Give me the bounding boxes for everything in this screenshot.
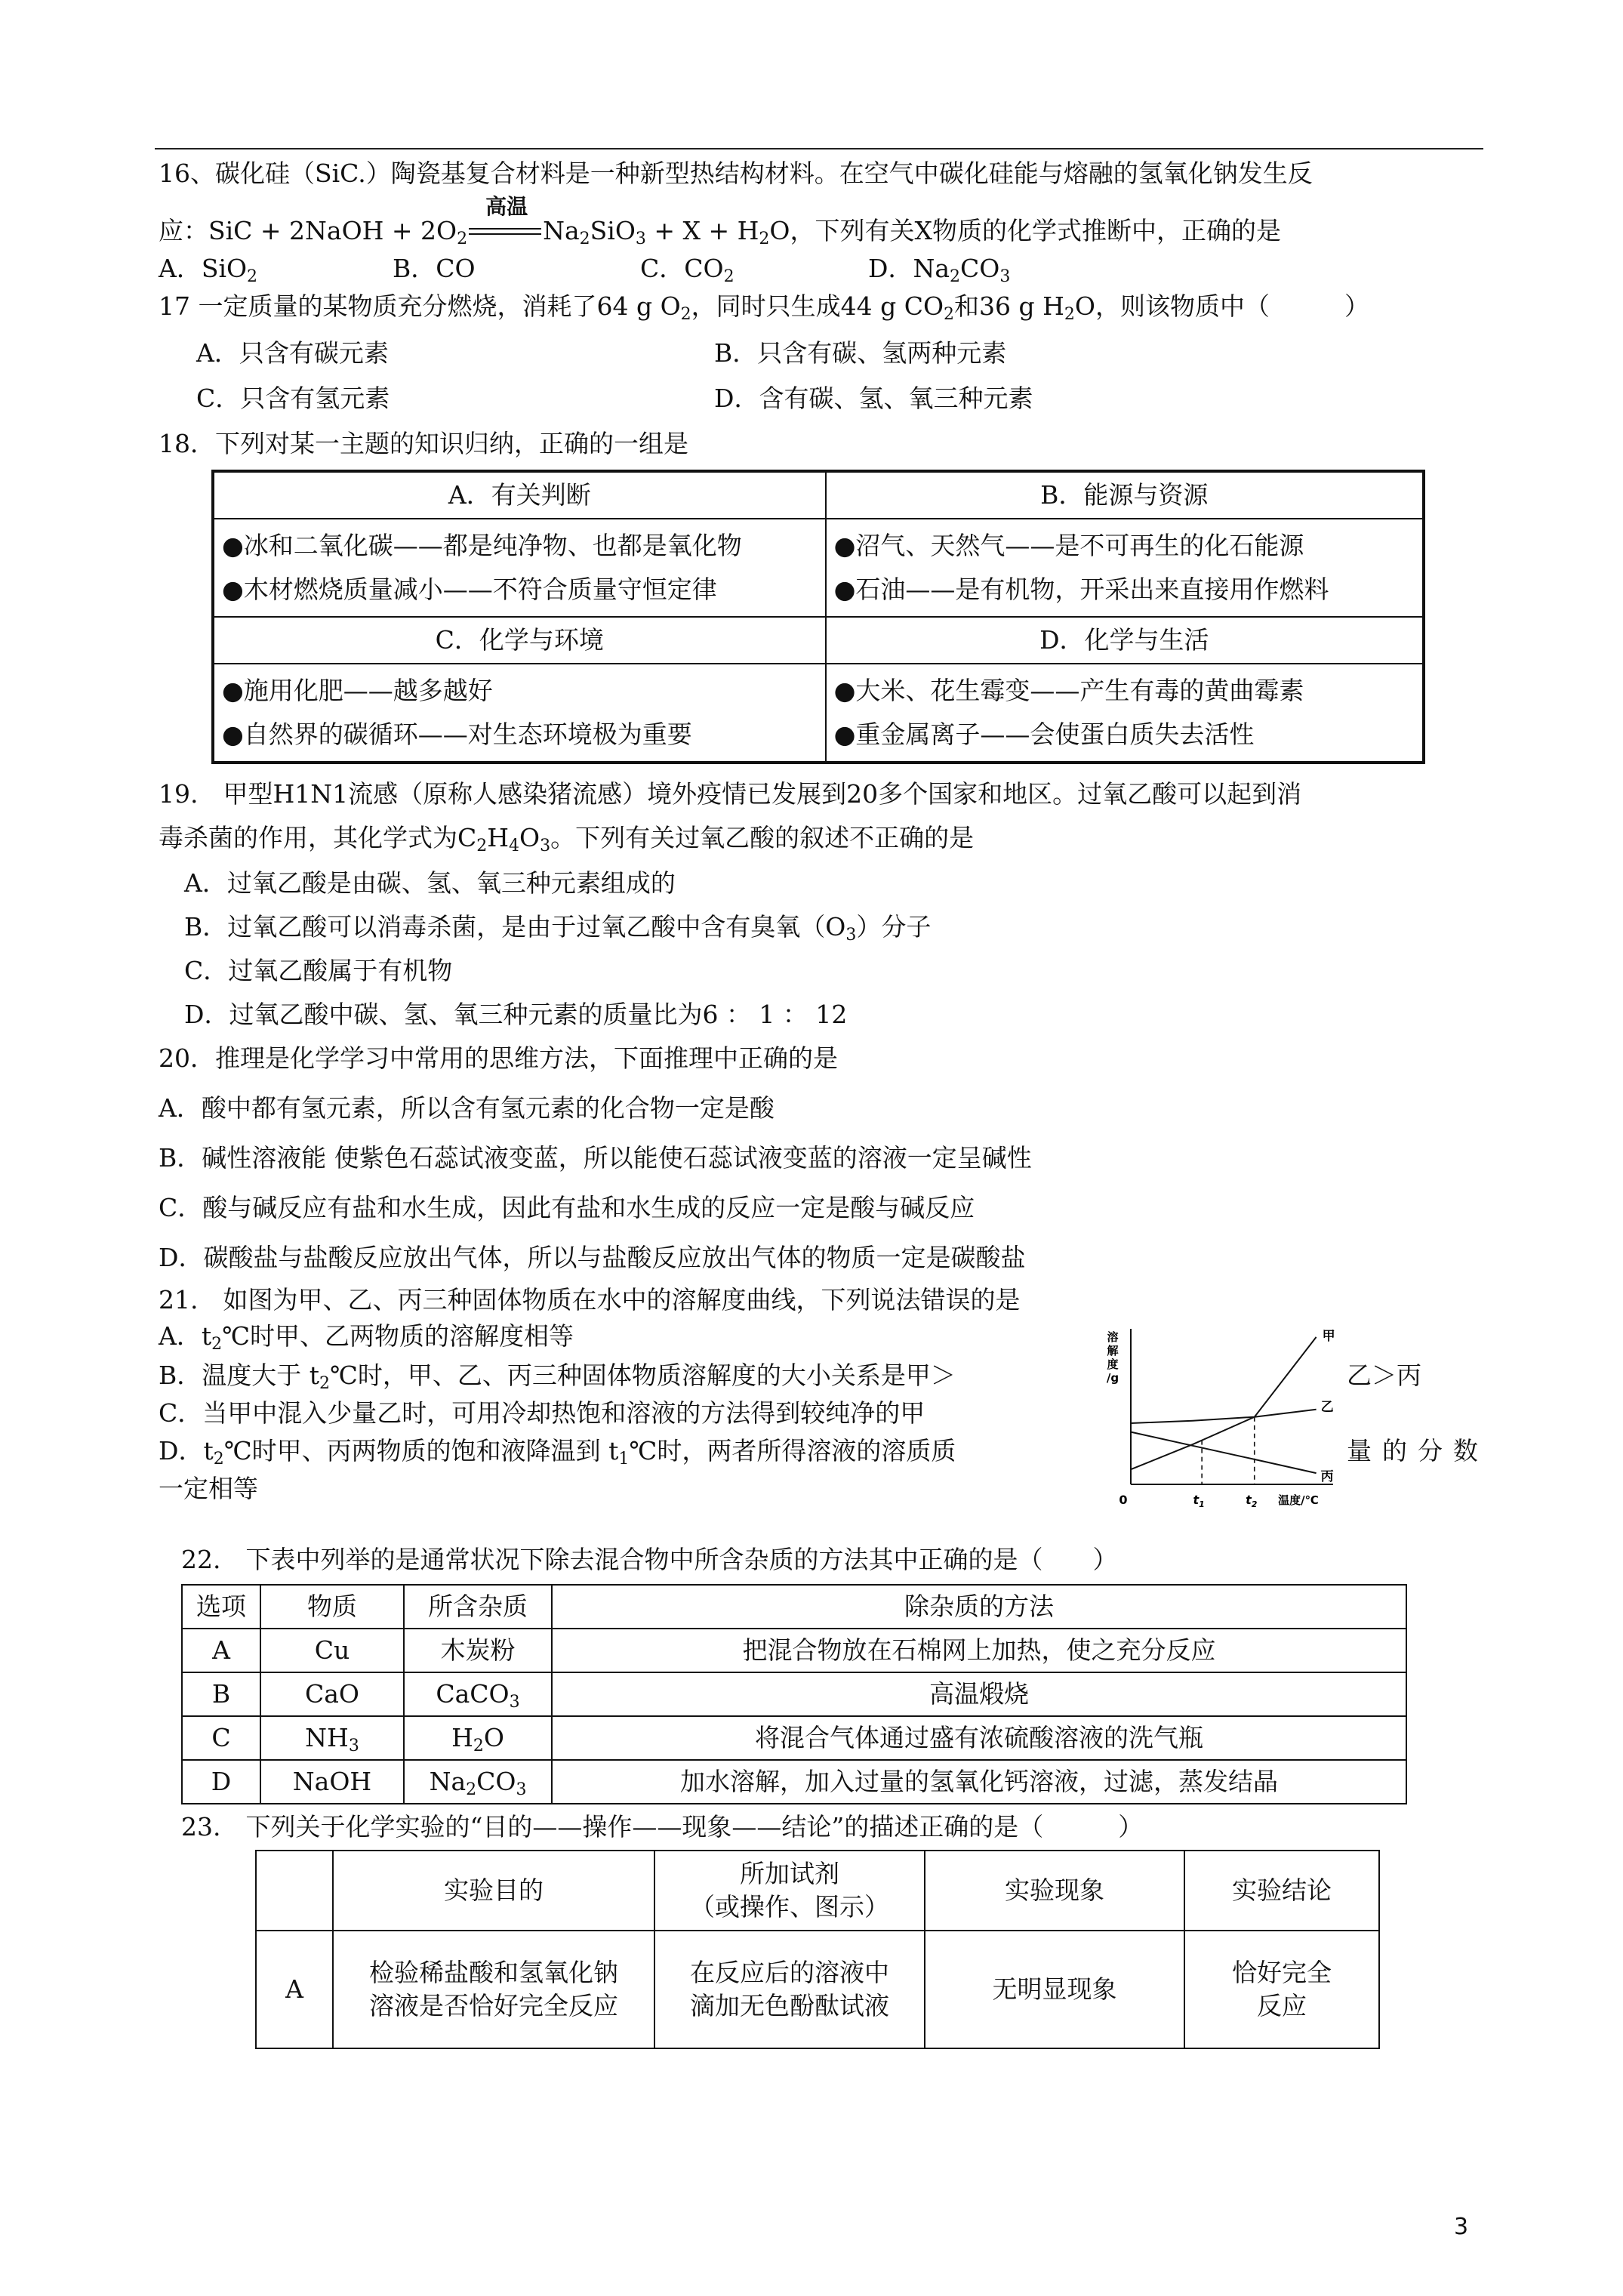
q18-d-content: ●大米、花生霉变——产生有毒的黄曲霉素 ●重金属离子——会使蛋白质失去活性 (826, 664, 1424, 763)
q23-stem: 23. 下列关于化学实验的“目的——操作——现象——结论”的描述正确的是（ ） (181, 1812, 1144, 1841)
option-cell: A (256, 1931, 333, 2048)
impurity-cell: $H_2O$ (404, 1716, 552, 1760)
q20-option-c: C．酸与碱反应有盐和水生成，因此有盐和水生成的反应一定是酸与碱反应 (159, 1193, 975, 1222)
table-header-cell: 实验现象 (925, 1851, 1184, 1931)
table-header-cell: 物质 (260, 1585, 404, 1629)
series-line-甲 (1131, 1337, 1317, 1469)
q21-option-b: B．温度大于 $t_2℃$时，甲、乙、丙三种固体物质溶解度的大小关系是甲＞ (159, 1361, 956, 1393)
x-axis-label: 温度/℃ (1278, 1493, 1319, 1507)
q21-option-d: D．$t_2℃$时甲、丙两物质的饱和液降温到 $t_1℃$时，两者所得溶液的溶质质 (159, 1436, 956, 1469)
table-header-row (256, 1851, 1379, 1931)
table-header-cell: 选项 (182, 1585, 260, 1629)
y-axis-label: 解 (1107, 1344, 1119, 1358)
method-cell: 高温煅烧 (552, 1672, 1406, 1716)
q16-option-c: C．$CO_2$ (640, 254, 735, 286)
q17-option-c: C．只含有氢元素 (196, 384, 390, 413)
solubility-chart (1095, 1324, 1336, 1513)
q17-stem: 17 一定质量的某物质充分燃烧，消耗了64 g $O_2$，同时只生成44 g $CO_2$和36 g $H_2O$，则该物质中（ ） (159, 291, 1369, 324)
series-label: 甲 (1322, 1328, 1335, 1344)
reagent-cell: 在反应后的溶液中 滴加无色酚酞试液 (654, 1931, 925, 2048)
substance-cell: Cu (260, 1629, 404, 1672)
option-cell: C (182, 1716, 260, 1760)
q22-table (181, 1584, 1407, 1804)
series-label: 丙 (1320, 1469, 1334, 1485)
table-header-cell: 实验结论 (1184, 1851, 1379, 1931)
phenomenon-cell: 无明显现象 (925, 1931, 1184, 2048)
q17-option-b: B．只含有碳、氢两种元素 (714, 338, 1007, 368)
reaction-condition: 高温 (467, 214, 543, 248)
conclusion-cell: 恰好完全 反应 (1184, 1931, 1379, 2048)
series-label: 乙 (1320, 1399, 1334, 1415)
q20-stem: 20．推理是化学学习中常用的思维方法，下面推理中正确的是 (159, 1043, 838, 1073)
q16-equation: 应：SiC + 2NaOH + $2O_2$ 高温 $Na_2SiO_3 + X + H_2O$，下列有关X物质的化学式推断中，正确的是 (159, 194, 1281, 248)
q21-option-a: A．$t_2℃$时甲、乙两物质的溶解度相等 (159, 1321, 574, 1354)
substance-cell: $NH_3$ (260, 1716, 404, 1760)
table-header-cell: 除杂质的方法 (552, 1585, 1406, 1629)
q19-option-b: B．过氧乙酸可以消毒杀菌，是由于过氧乙酸中含有臭氧$(O_3)$分子 (184, 912, 932, 945)
q21-option-c: C．当甲中混入少量乙时，可用冷却热饱和溶液的方法得到较纯净的甲 (159, 1398, 925, 1428)
q19-option-a: A．过氧乙酸是由碳、氢、氧三种元素组成的 (184, 868, 676, 898)
page-number: 3 (1454, 2214, 1469, 2240)
series-line-丙 (1131, 1432, 1317, 1474)
table-row (182, 1672, 1406, 1716)
q19-option-c: C．过氧乙酸属于有机物 (184, 956, 453, 985)
substance-cell: CaO (260, 1672, 404, 1716)
method-cell: 把混合物放在石棉网上加热，使之充分反应 (552, 1629, 1406, 1672)
table-row (182, 1629, 1406, 1672)
q18-a-content: ●冰和二氧化碳——都是纯净物、也都是氧化物 ●木材燃烧质量减小——不符合质量守恒定律 (213, 519, 826, 617)
q18-d-heading: D．化学与生活 (826, 617, 1424, 664)
q21-option-b-tail: 乙＞丙 (1347, 1361, 1421, 1390)
substance-cell: NaOH (260, 1760, 404, 1804)
q19-line1: 19. 甲型H1N1流感（原称人感染猪流感）境外疫情已发展到20多个国家和地区。过氧乙酸可以起到消 (159, 779, 1302, 809)
option-cell: D (182, 1760, 260, 1804)
y-axis-label: 溶 (1107, 1330, 1119, 1344)
q18-b-heading: B．能源与资源 (826, 471, 1424, 519)
table-header-cell: 所含杂质 (404, 1585, 552, 1629)
table-row (182, 1716, 1406, 1760)
method-cell: 将混合气体通过盛有浓硫酸溶液的洗气瓶 (552, 1716, 1406, 1760)
q21-option-d-tail: 量的分数 (1347, 1436, 1489, 1465)
q20-option-d: D．碳酸盐与盐酸反应放出气体，所以与盐酸反应放出气体的物质一定是碳酸盐 (159, 1243, 1026, 1272)
option-cell: B (182, 1672, 260, 1716)
q18-b-content: ●沼气、天然气——是不可再生的化石能源 ●石油——是有机物，开采出来直接用作燃料 (826, 519, 1424, 617)
q21-stem: 21. 如图为甲、乙、丙三种固体物质在水中的溶解度曲线，下列说法错误的是 (159, 1285, 1021, 1314)
origin-label: 0 (1119, 1493, 1128, 1507)
impurity-cell: $Na_2CO_3$ (404, 1760, 552, 1804)
x-tick-label: $t_2$ (1246, 1493, 1258, 1509)
q22-stem: 22. 下表中列举的是通常状况下除去混合物中所含杂质的方法其中正确的是（ ） (181, 1545, 1118, 1574)
q18-table (211, 470, 1425, 764)
q16-option-b: B．CO (393, 254, 476, 283)
table-header-cell (256, 1851, 333, 1931)
q23-table (255, 1850, 1380, 2049)
method-cell: 加水溶解，加入过量的氢氧化钙溶液，过滤，蒸发结晶 (552, 1760, 1406, 1804)
q16-option-d: D．$Na_2CO_3$ (868, 254, 1011, 286)
table-row (182, 1760, 1406, 1804)
table-header-row (182, 1585, 1406, 1629)
q19-option-d: D．过氧乙酸中碳、氢、氧三种元素的质量比为6 ： 1 ： 12 (184, 1000, 848, 1029)
purpose-cell: 检验稀盐酸和氢氧化钠 溶液是否恰好完全反应 (333, 1931, 654, 2048)
table-header-cell: 所加试剂 （或操作、图示） (654, 1851, 925, 1931)
q18-stem: 18．下列对某一主题的知识归纳，正确的一组是 (159, 429, 688, 458)
q18-a-heading: A．有关判断 (213, 471, 826, 519)
q17-option-d: D．含有碳、氢、氧三种元素 (714, 384, 1033, 413)
q17-option-a: A．只含有碳元素 (196, 338, 389, 368)
impurity-cell: 木炭粉 (404, 1629, 552, 1672)
series-line-乙 (1131, 1410, 1317, 1423)
q16-option-a: A．SiO$_2$ (159, 254, 258, 286)
x-tick-label: $t_1$ (1193, 1493, 1205, 1509)
q20-option-b: B．碱性溶液能 使紫色石蕊试液变蓝，所以能使石蕊试液变蓝的溶液一定呈碱性 (159, 1143, 1032, 1173)
header-rule (155, 148, 1483, 149)
y-axis-label: 度 (1107, 1358, 1119, 1371)
q16-line1: 16、碳化硅（SiC.）陶瓷基复合材料是一种新型热结构材料。在空气中碳化硅能与熔融的氢氧化钠发生反 (159, 159, 1313, 188)
table-row (256, 1931, 1379, 2048)
y-axis-label: /g (1106, 1371, 1119, 1385)
q19-line2: 毒杀菌的作用，其化学式为$C_2H_4O_3$。下列有关过氧乙酸的叙述不正确的是 (159, 823, 975, 855)
q21-option-d-line2: 一定相等 (159, 1474, 258, 1503)
option-cell: A (182, 1629, 260, 1672)
impurity-cell: CaCO$_3$ (404, 1672, 552, 1716)
q18-c-heading: C．化学与环境 (213, 617, 826, 664)
table-header-cell: 实验目的 (333, 1851, 654, 1931)
q20-option-a: A．酸中都有氢元素，所以含有氢元素的化合物一定是酸 (159, 1093, 775, 1123)
q18-c-content: ●施用化肥——越多越好 ●自然界的碳循环——对生态环境极为重要 (213, 664, 826, 763)
